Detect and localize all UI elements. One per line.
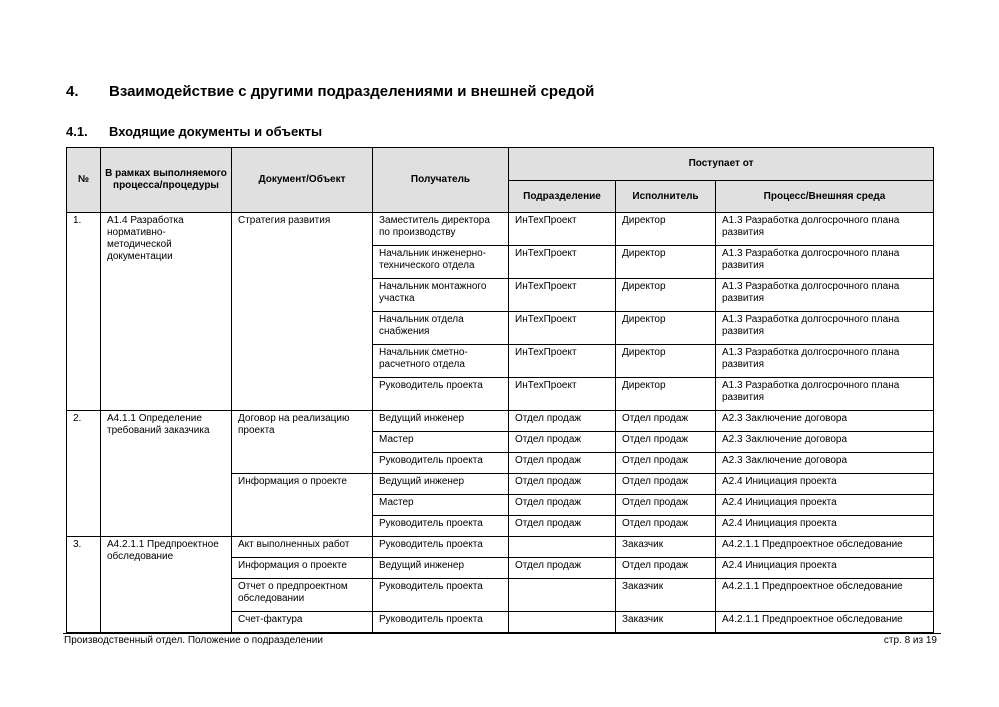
footer-document-title: Производственный отдел. Положение о подразделении — [64, 635, 323, 646]
environment-cell: А2.4 Инициация проекта — [716, 474, 934, 495]
section-number: 4. — [66, 83, 79, 100]
executor-cell: Заказчик — [616, 579, 716, 612]
department-cell: Отдел продаж — [509, 453, 616, 474]
row-number: 1. — [67, 213, 101, 411]
incoming-documents-table — [66, 147, 934, 633]
executor-cell: Заказчик — [616, 537, 716, 558]
recipient-cell: Мастер — [373, 432, 509, 453]
environment-cell: А1.3 Разработка долгосрочного плана развития — [716, 312, 934, 345]
recipient-cell: Начальник сметно-расчетного отдела — [373, 345, 509, 378]
table-row — [67, 411, 934, 432]
table-row — [67, 213, 934, 246]
environment-cell: А2.4 Инициация проекта — [716, 495, 934, 516]
section-title: Взаимодействие с другими подразделениями и внешней средой — [109, 83, 595, 100]
department-cell: ИнТехПроект — [509, 213, 616, 246]
document-cell: Информация о проекте — [232, 558, 373, 579]
header-source: Поступает от — [509, 148, 934, 181]
executor-cell: Отдел продаж — [616, 453, 716, 474]
environment-cell: А4.2.1.1 Предпроектное обследование — [716, 612, 934, 633]
executor-cell: Директор — [616, 246, 716, 279]
department-cell: ИнТехПроект — [509, 312, 616, 345]
executor-cell: Отдел продаж — [616, 495, 716, 516]
environment-cell: А1.3 Разработка долгосрочного плана развития — [716, 279, 934, 312]
recipient-cell: Начальник отдела снабжения — [373, 312, 509, 345]
department-cell: Отдел продаж — [509, 474, 616, 495]
document-cell: Информация о проекте — [232, 474, 373, 537]
document-cell: Акт выполненных работ — [232, 537, 373, 558]
process-cell: А1.4 Разработка нормативно-методической документации — [101, 213, 232, 411]
environment-cell: А4.2.1.1 Предпроектное обследование — [716, 537, 934, 558]
recipient-cell: Руководитель проекта — [373, 453, 509, 474]
executor-cell: Заказчик — [616, 612, 716, 633]
row-number: 2. — [67, 411, 101, 537]
document-cell: Счет-фактура — [232, 612, 373, 633]
executor-cell: Отдел продаж — [616, 411, 716, 432]
department-cell: ИнТехПроект — [509, 345, 616, 378]
department-cell: Отдел продаж — [509, 432, 616, 453]
department-cell: Отдел продаж — [509, 516, 616, 537]
recipient-cell: Ведущий инженер — [373, 558, 509, 579]
environment-cell: А4.2.1.1 Предпроектное обследование — [716, 579, 934, 612]
recipient-cell: Заместитель директора по производству — [373, 213, 509, 246]
environment-cell: А2.4 Инициация проекта — [716, 516, 934, 537]
subsection-number: 4.1. — [66, 124, 88, 139]
department-cell — [509, 612, 616, 633]
page-number: стр. 8 из 19 — [883, 635, 937, 646]
department-cell: Отдел продаж — [509, 558, 616, 579]
recipient-cell: Ведущий инженер — [373, 411, 509, 432]
department-cell: Отдел продаж — [509, 495, 616, 516]
department-cell: Отдел продаж — [509, 411, 616, 432]
department-cell: ИнТехПроект — [509, 279, 616, 312]
header-department: Подразделение — [509, 181, 616, 213]
row-number: 3. — [67, 537, 101, 633]
environment-cell: А2.3 Заключение договора — [716, 432, 934, 453]
executor-cell: Директор — [616, 345, 716, 378]
department-cell: ИнТехПроект — [509, 246, 616, 279]
environment-cell: А2.4 Инициация проекта — [716, 558, 934, 579]
environment-cell: А2.3 Заключение договора — [716, 411, 934, 432]
executor-cell: Отдел продаж — [616, 558, 716, 579]
recipient-cell: Ведущий инженер — [373, 474, 509, 495]
department-cell: ИнТехПроект — [509, 378, 616, 411]
header-executor: Исполнитель — [616, 181, 716, 213]
recipient-cell: Руководитель проекта — [373, 579, 509, 612]
header-process: В рамках выполняемого процесса/процедуры — [101, 148, 232, 213]
document-cell: Отчет о предпроектном обследовании — [232, 579, 373, 612]
executor-cell: Отдел продаж — [616, 432, 716, 453]
executor-cell: Директор — [616, 213, 716, 246]
subsection-title: Входящие документы и объекты — [109, 124, 323, 139]
table-row — [67, 537, 934, 558]
recipient-cell: Руководитель проекта — [373, 612, 509, 633]
document-cell: Договор на реализацию проекта — [232, 411, 373, 474]
environment-cell: А1.3 Разработка долгосрочного плана развития — [716, 246, 934, 279]
process-cell: А4.2.1.1 Предпроектное обследование — [101, 537, 232, 633]
document-cell: Стратегия развития — [232, 213, 373, 411]
recipient-cell: Руководитель проекта — [373, 537, 509, 558]
recipient-cell: Начальник инженерно-технического отдела — [373, 246, 509, 279]
recipient-cell: Руководитель проекта — [373, 378, 509, 411]
executor-cell: Директор — [616, 312, 716, 345]
environment-cell: А1.3 Разработка долгосрочного плана развития — [716, 345, 934, 378]
header-recipient: Получатель — [373, 148, 509, 213]
process-cell: А4.1.1 Определение требований заказчика — [101, 411, 232, 537]
recipient-cell: Мастер — [373, 495, 509, 516]
executor-cell: Отдел продаж — [616, 516, 716, 537]
recipient-cell: Руководитель проекта — [373, 516, 509, 537]
environment-cell: А2.3 Заключение договора — [716, 453, 934, 474]
executor-cell: Директор — [616, 279, 716, 312]
executor-cell: Отдел продаж — [616, 474, 716, 495]
footer-divider — [63, 633, 941, 634]
executor-cell: Директор — [616, 378, 716, 411]
department-cell — [509, 537, 616, 558]
environment-cell: А1.3 Разработка долгосрочного плана развития — [716, 378, 934, 411]
header-environment: Процесс/Внешняя среда — [716, 181, 934, 213]
header-number: № — [67, 148, 101, 213]
department-cell — [509, 579, 616, 612]
recipient-cell: Начальник монтажного участка — [373, 279, 509, 312]
environment-cell: А1.3 Разработка долгосрочного плана развития — [716, 213, 934, 246]
header-document: Документ/Объект — [232, 148, 373, 213]
